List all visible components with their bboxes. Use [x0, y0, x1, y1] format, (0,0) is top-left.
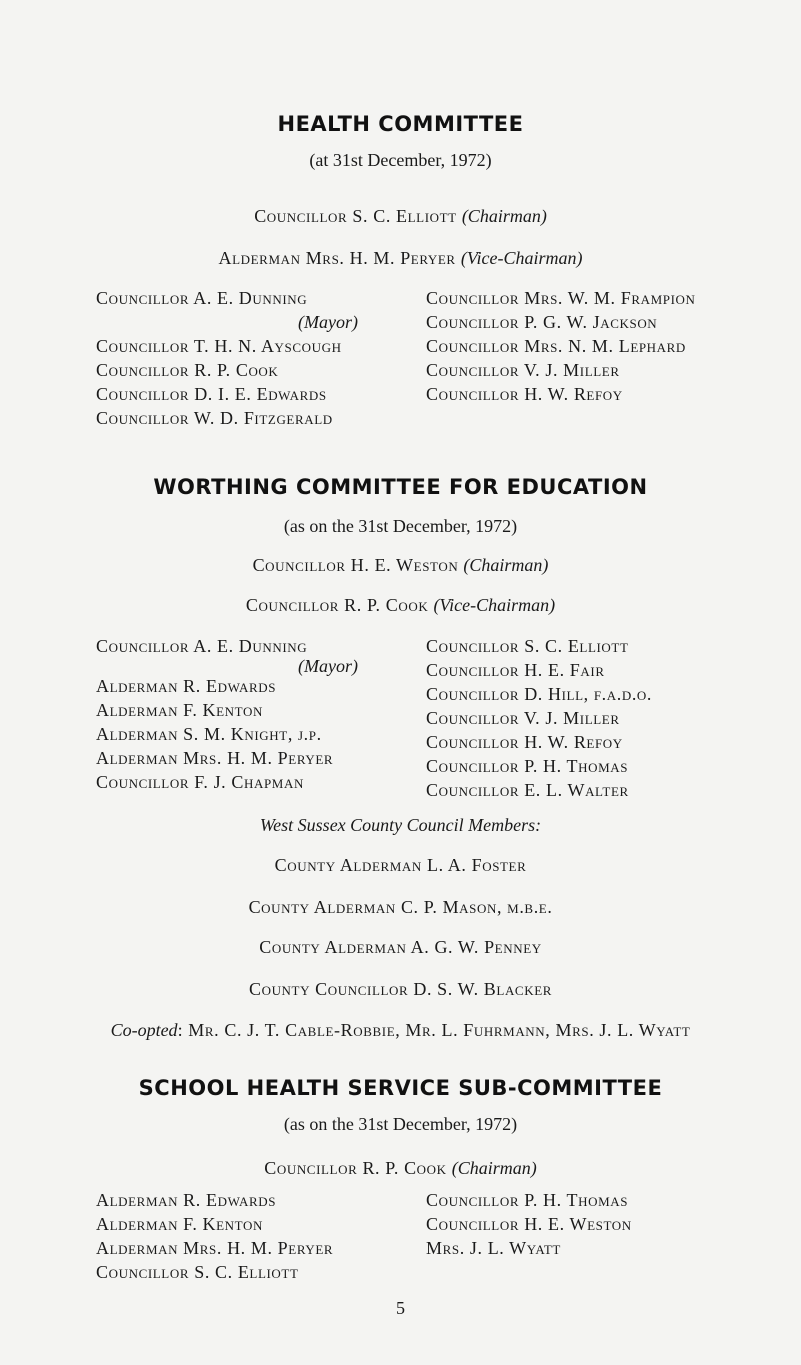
school-members-left	[96, 1188, 333, 1284]
health-vice-role: (Vice-Chairman)	[460, 248, 583, 268]
member: Councillor E. L. Walter	[426, 780, 629, 800]
education-vice-role: (Vice-Chairman)	[433, 595, 556, 615]
county-members-heading: West Sussex County Council Members:	[259, 815, 542, 835]
member: Councillor V. J. Miller	[426, 708, 620, 728]
member: Councillor Mrs. N. M. Lephard	[426, 336, 686, 356]
health-committee-date: (at 31st December, 1972)	[309, 150, 492, 170]
member: Councillor P. G. W. Jackson	[426, 312, 658, 332]
member: Councillor S. C. Elliott	[426, 636, 629, 656]
county-member: County Alderman C. P. Mason, m.b.e.	[248, 897, 553, 917]
member: Alderman Mrs. H. M. Peryer	[96, 1238, 334, 1258]
health-members-right	[426, 286, 696, 406]
education-vice-chairman	[0, 595, 801, 616]
mayor-note: (Mayor)	[298, 312, 358, 332]
school-chairman	[0, 1158, 801, 1179]
county-member: County Alderman A. G. W. Penney	[259, 937, 542, 957]
member: Councillor V. J. Miller	[426, 360, 620, 380]
member: Councillor Mrs. W. M. Frampion	[426, 288, 696, 308]
health-chairman-name: Councillor S. C. Elliott	[254, 206, 457, 226]
member: Councillor S. C. Elliott	[96, 1262, 299, 1282]
health-chairman-role: (Chairman)	[461, 206, 547, 226]
member: Councillor P. H. Thomas	[426, 756, 629, 776]
member: Councillor A. E. Dunning	[96, 636, 308, 656]
member: Councillor D. I. E. Edwards	[96, 384, 327, 404]
health-chairman	[0, 206, 801, 227]
member: Alderman R. Edwards	[96, 676, 277, 696]
member: Alderman F. Kenton	[96, 700, 263, 720]
member: Councillor A. E. Dunning	[96, 288, 308, 308]
county-member: County Alderman L. A. Foster	[274, 855, 527, 875]
member: Councillor P. H. Thomas	[426, 1190, 629, 1210]
education-vice-name: Councillor R. P. Cook	[245, 595, 429, 615]
member: Councillor H. E. Weston	[426, 1214, 632, 1234]
member: Councillor R. P. Cook	[96, 360, 279, 380]
coopted-members	[0, 1020, 801, 1041]
member: Councillor D. Hill, f.a.d.o.	[426, 684, 653, 704]
mayor-note: (Mayor)	[298, 656, 358, 676]
health-vice-name: Alderman Mrs. H. M. Peryer	[218, 248, 456, 268]
member: Alderman F. Kenton	[96, 1214, 263, 1234]
page-number: 5	[396, 1298, 405, 1318]
member: Councillor W. D. Fitzgerald	[96, 408, 333, 428]
education-chairman-role: (Chairman)	[463, 555, 549, 575]
education-members-right	[426, 634, 652, 802]
school-chairman-name: Councillor R. P. Cook	[264, 1158, 447, 1178]
health-vice-chairman	[0, 248, 801, 269]
education-committee-heading: WORTHING COMMITTEE FOR EDUCATION	[153, 475, 648, 499]
member: Alderman R. Edwards	[96, 1190, 277, 1210]
member: Councillor T. H. N. Ayscough	[96, 336, 342, 356]
county-member: County Councillor D. S. W. Blacker	[248, 979, 553, 999]
education-committee-date: (as on the 31st December, 1972)	[283, 516, 518, 536]
member: Councillor F. J. Chapman	[96, 772, 304, 792]
member: Councillor H. E. Fair	[426, 660, 605, 680]
member: Alderman S. M. Knight, j.p.	[96, 724, 322, 744]
education-chairman	[0, 555, 801, 576]
member: Councillor H. W. Refoy	[426, 384, 623, 404]
education-members-left	[96, 634, 358, 794]
school-members-right	[426, 1188, 632, 1260]
coopted-names: : Mr. C. J. T. Cable-Robbie, Mr. L. Fuhrmann, Mrs. J. L. Wyatt	[177, 1020, 691, 1040]
education-chairman-name: Councillor H. E. Weston	[252, 555, 459, 575]
health-committee-heading: HEALTH COMMITTEE	[277, 112, 524, 136]
member: Mrs. J. L. Wyatt	[426, 1238, 561, 1258]
member: Alderman Mrs. H. M. Peryer	[96, 748, 334, 768]
school-chairman-role: (Chairman)	[451, 1158, 537, 1178]
member: Councillor H. W. Refoy	[426, 732, 623, 752]
school-health-date: (as on the 31st December, 1972)	[283, 1114, 518, 1134]
school-health-heading: SCHOOL HEALTH SERVICE SUB-COMMITTEE	[138, 1076, 663, 1100]
coopted-label: Co-opted	[110, 1020, 178, 1040]
health-members-left	[96, 286, 358, 430]
